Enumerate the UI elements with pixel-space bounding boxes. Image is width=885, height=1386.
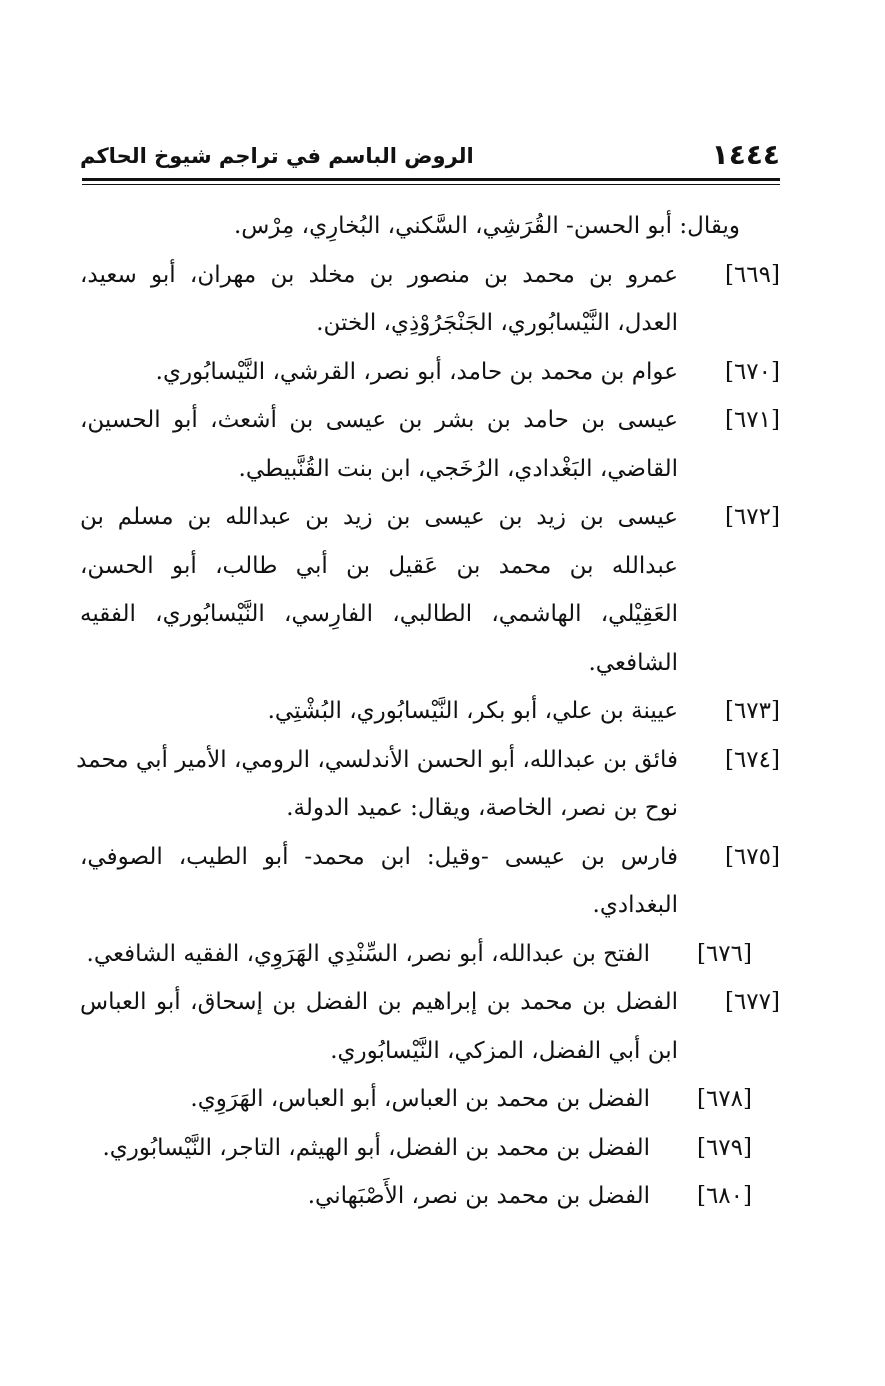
entry-text: ويقال: أبو الحسن- القُرَشِي، السَّكني، البُخارِي، مِرْس. [233, 213, 740, 239]
entry-675 [80, 833, 780, 930]
entry-text-line: فارس بن عيسى -وقيل: ابن محمد- أبو الطيب، الصوفي، [80, 843, 678, 870]
entry-text-line: عيسى بن زيد بن عيسى بن زيد بن عبدالله بن مسلم بن [80, 504, 678, 530]
running-header [80, 130, 780, 174]
entry-text-line: عيسى بن حامد بن بشر بن عيسى بن أشعث، أبو الحسين، [80, 407, 678, 433]
entry-continuation [80, 202, 780, 251]
entry-text: الفضل بن محمد بن العباس، أبو العباس، الهَرَوِي. [190, 1086, 650, 1112]
entry-number: [٦٧٢] [724, 504, 780, 530]
entry-number: [٦٨٠] [696, 1183, 752, 1209]
entry-number: [٦٧٨] [696, 1086, 752, 1112]
entry-number: [٦٧٣] [724, 698, 780, 724]
entry-672 [80, 493, 780, 687]
entry-677 [80, 978, 780, 1075]
entry-number: [٦٧٧] [724, 989, 780, 1015]
entry-674 [76, 736, 780, 833]
entry-text-line: عبدالله بن محمد بن عَقيل بن أبي طالب، أبو الحسن، [80, 552, 678, 579]
entry-text: عيينة بن علي، أبو بكر، النَّيْسابُوري، البُشْتِي. [267, 698, 678, 724]
entry-text-line: عمرو بن محمد بن منصور بن مخلد بن مهران، أبو سعيد، [80, 261, 678, 288]
entry-number: [٦٧٩] [696, 1134, 752, 1161]
entry-679 [80, 1124, 780, 1173]
entry-text-line: العدل، النَّيْسابُوري، الجَنْجَرُوْذِي، الختن. [316, 310, 678, 336]
entry-text-line: القاضي، البَغْدادي، الرُخَجي، ابن بنت القُنَّبيطي. [238, 455, 678, 482]
entry-text-line: فائق بن عبدالله، أبو الحسن الأندلسي، الرومي، الأمير أبي محمد [76, 746, 678, 773]
entry-text-line: نوح بن نصر، الخاصة، ويقال: عميد الدولة. [286, 795, 678, 821]
header-rule [82, 178, 780, 181]
entry-text: الفتح بن عبدالله، أبو نصر، السِّنْدِي الهَرَوِي، الفقيه الشافعي. [86, 940, 650, 967]
entry-text-line: العَقِيْلي، الهاشمي، الطالبي، الفارِسي، النَّيْسابُوري، الفقيه [80, 601, 678, 627]
entry-670 [80, 348, 780, 397]
entry-text-line: الشافعي. [588, 649, 678, 676]
entry-number: [٦٧١] [724, 407, 780, 433]
page-number: ١٤٤٤ [711, 138, 780, 171]
book-title: الروض الباسم في تراجم شيوخ الحاكم [80, 144, 474, 168]
entry-text-line: البغدادي. [592, 892, 678, 918]
entry-text-line: ابن أبي الفضل، المزكي، النَّيْسابُوري. [330, 1037, 678, 1064]
entry-number: [٦٧٥] [724, 843, 780, 870]
entry-text: عوام بن محمد بن حامد، أبو نصر، القرشي، النَّيْسابُوري. [155, 358, 678, 385]
entry-number: [٦٧٦] [696, 940, 752, 967]
entry-678 [80, 1075, 780, 1124]
entry-text-line: الفضل بن محمد بن إبراهيم بن الفضل بن إسحاق، أبو العباس [80, 989, 678, 1015]
entry-text: الفضل بن محمد بن الفضل، أبو الهيثم، التاجر، النَّيْسابُوري. [102, 1134, 650, 1161]
entry-number: [٦٧٤] [724, 746, 780, 773]
entry-number: [٦٧٠] [724, 358, 780, 385]
entry-669 [80, 251, 780, 348]
entry-list [76, 202, 780, 1221]
entry-673 [80, 687, 780, 736]
entry-number: [٦٦٩] [724, 261, 780, 288]
header-rule-thin [82, 184, 780, 185]
entry-676 [80, 930, 780, 979]
entry-text: الفضل بن محمد بن نصر، الأَصْبَهاني. [307, 1183, 650, 1209]
entry-671 [80, 396, 780, 493]
entry-680 [80, 1172, 780, 1221]
